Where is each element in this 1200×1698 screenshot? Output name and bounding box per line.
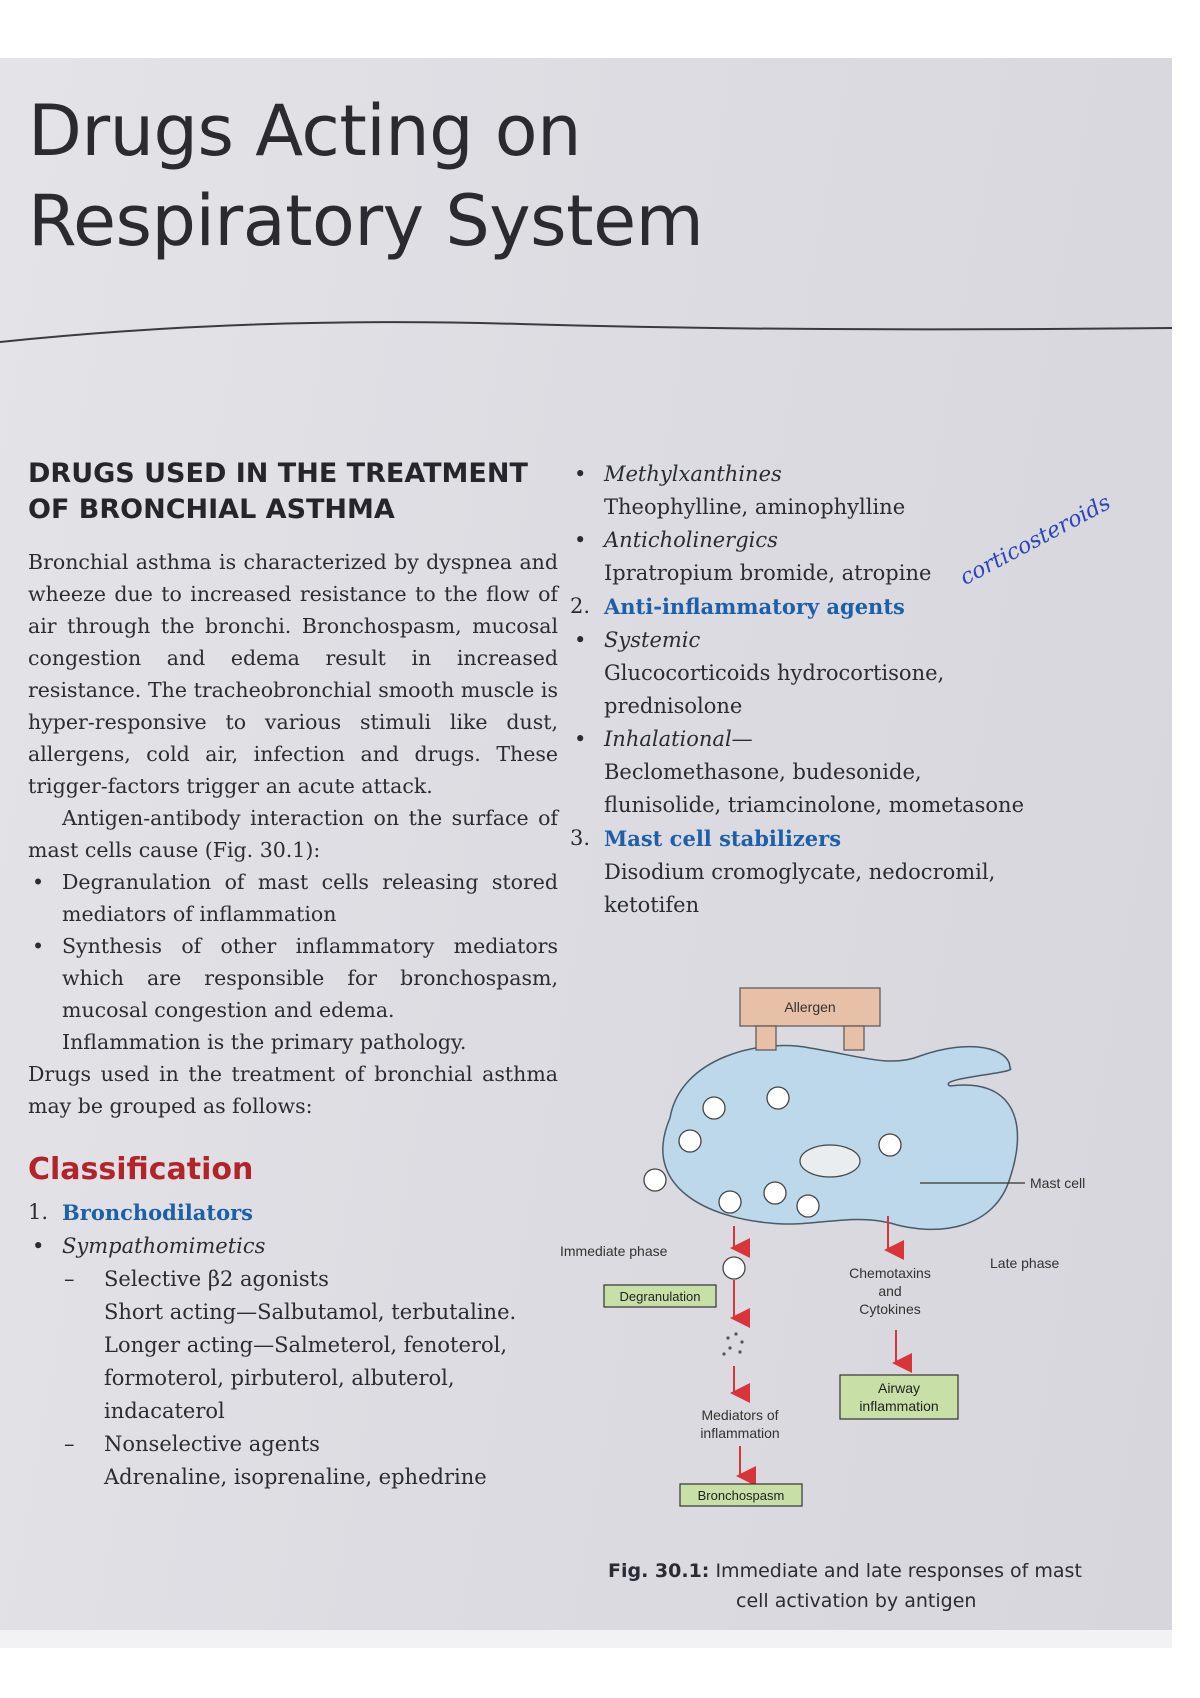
bullet-dot: • [574,462,587,486]
sympathomimetics-label: Sympathomimetics [62,1234,266,1258]
systemic-drugs-1: Glucocorticoids hydrocortisone, [604,661,945,685]
allergen-label: Allergen [784,999,836,1015]
item-number: 2. [570,594,591,618]
inhalational-drugs-2: flunisolide, triamcinolone, mometasone [604,793,1025,817]
mast-cell-diagram [560,978,1150,1558]
mediators-label-2: inflammation [700,1425,780,1441]
longer-acting-row-2: formoterol, pirbuterol, albuterol, [104,1366,455,1390]
list-item: • Synthesis of other inflammatory mediators which are responsible for bronchospasm, mucosal congestion and edema. [28,930,558,1026]
inhalational-label: Inhalational— [604,727,753,751]
caption-line1: Immediate and late responses of mast [715,1560,1082,1582]
section-heading [28,456,558,528]
anticholinergics-label: Anticholinergics [604,528,778,552]
inhalational-drugs-1: Beclomethasone, budesonide, [604,760,922,784]
dash-marker: – [64,1432,75,1456]
anti-inflammatory-row [570,590,1130,624]
chapter-title-line2: Respiratory System [28,180,704,262]
nonselective-label: Nonselective agents [104,1432,320,1456]
late-phase-label: Late phase [990,1255,1060,1271]
immediate-phase-label: Immediate phase [560,1243,668,1259]
section-heading-line2: OF BRONCHIAL ASTHMA [28,494,395,525]
bullet-dot: • [574,727,587,751]
list-item: • Degranulation of mast cells releasing stored mediators of inflammation [28,866,558,930]
bronchospasm-label: Bronchospasm [697,1488,785,1503]
caption-label: Fig. 30.1: [608,1560,710,1582]
airway-label-2: inflammation [859,1398,939,1414]
anti-inflammatory-heading: Anti-inflammatory agents [604,594,905,619]
book-page [0,58,1172,1648]
inhalational-row [570,723,1130,756]
mast-cell-row [570,822,1130,856]
classification-heading: Classification [28,1152,254,1187]
longer-acting-row-3: indacaterol [104,1399,225,1423]
degranulation-label: Degranulation [619,1289,701,1304]
systemic-drugs-2: prednisolone [604,694,743,718]
antigen-paragraph: Antigen-antibody interaction on the surface of mast cells cause (Fig. 30.1): [28,806,558,862]
mast-cell-drugs-2: ketotifen [604,893,700,917]
bullet-dot: • [32,1234,45,1258]
mast-cell-heading: Mast cell stabilizers [604,826,842,851]
airway-label-1: Airway [877,1380,921,1396]
chapter-title [28,86,703,266]
chapter-title-line1: Drugs Acting on [28,90,581,172]
caption-line2: cell activation by antigen [736,1590,977,1612]
bronchodilators-heading: Bronchodilators [62,1200,253,1225]
left-column [28,456,558,1494]
handwritten-note: corticosteroids [955,490,1115,591]
grouped-paragraph: Drugs used in the treatment of bronchial asthma may be grouped as follows: [28,1062,558,1118]
nonselective-row [28,1428,558,1461]
item-number: 3. [570,826,591,850]
systemic-label: Systemic [604,628,701,652]
sympathomimetics-row [28,1230,558,1263]
mast-cell-label: Mast cell [1030,1175,1086,1191]
bronchodilators-row [28,1196,558,1230]
nucleus [800,1145,860,1177]
inflammation-paragraph: Inflammation is the primary pathology. [62,1030,467,1054]
mast-cell-drugs-1: Disodium cromoglycate, nedocromil, [604,860,996,884]
section-heading-line1: DRUGS USED IN THE TREATMENT [28,458,528,489]
chemotaxins-label-3: Cytokines [859,1301,921,1317]
bullet-dot: • [574,528,587,552]
allergen-shape [740,988,880,1050]
chemotaxins-label-2: and [878,1283,902,1299]
selective-row [28,1263,558,1296]
intro-paragraph: Bronchial asthma is characterized by dyspnea and wheeze due to increased resistance to the flow of air through the bronchi. Bronchospasm, mucosal congestion and edema result in increased resistance. The tracheobronchial smooth muscle is hyper-responsive to various stimuli like dust, allergens, cold air, infection and drugs. These trigger-factors trigger an acute attack. [28,550,558,798]
mast-cell-effects-list [28,866,558,1026]
anticholinergics-drugs: Ipratropium bromide, atropine [604,561,932,585]
mediators-label-1: Mediators of [701,1407,779,1423]
mast-cell-body [663,1046,1018,1230]
title-divider [0,292,1172,352]
item-number: 1. [28,1200,49,1224]
short-acting-row: Short acting—Salbutamol, terbutaline. [104,1300,517,1324]
chemotaxins-label-1: Chemotaxins [849,1265,931,1281]
methylxanthines-label: Methylxanthines [604,462,782,486]
figure-caption [608,1556,1148,1616]
selective-b2-label: Selective β2 agonists [104,1267,329,1291]
bullet-dot: • [574,628,587,652]
longer-acting-row-1: Longer acting—Salmeterol, fenoterol, [104,1333,507,1357]
systemic-row [570,624,1130,657]
methylxanthines-row [570,458,1130,491]
page-bottom-edge [0,1630,1172,1648]
dash-marker: – [64,1267,75,1291]
methylxanthines-drugs: Theophylline, aminophylline [604,495,906,519]
nonselective-drugs-row: Adrenaline, isoprenaline, ephedrine [104,1465,487,1489]
